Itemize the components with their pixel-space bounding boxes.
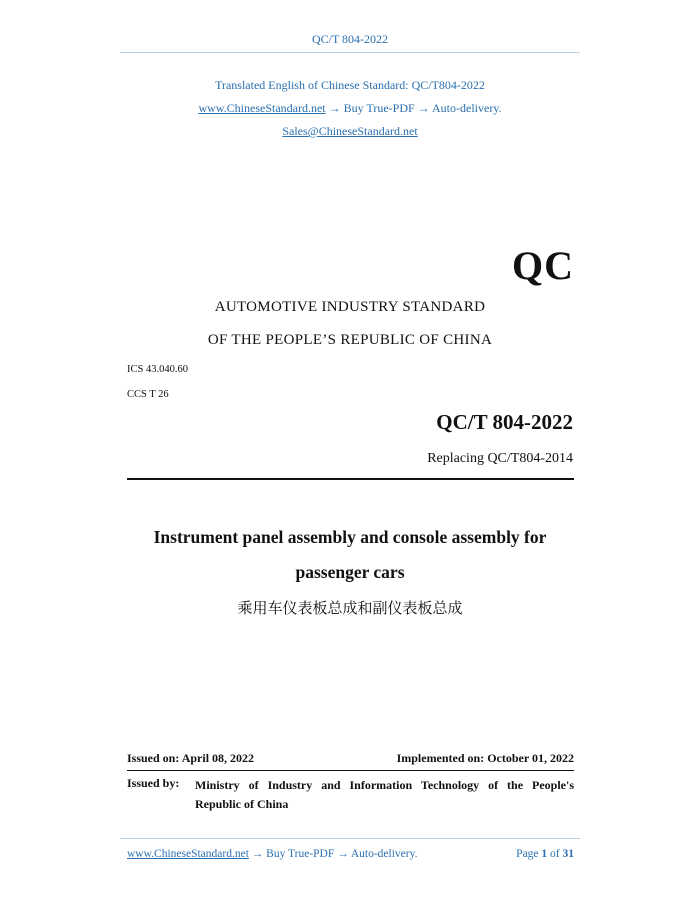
page-current: 1 <box>541 848 548 860</box>
standard-line-2: OF THE PEOPLE’S REPUBLIC OF CHINA <box>207 332 493 348</box>
dates-divider <box>127 770 574 771</box>
standard-code: QC/T 804-2022 <box>436 410 573 434</box>
page-footer <box>127 848 574 860</box>
standard-line-1: AUTOMOTIVE INDUSTRY STANDARD <box>214 299 486 315</box>
replacing-note: Replacing QC/T804-2014 <box>427 451 573 466</box>
footer-divider <box>120 838 580 839</box>
qc-logo: QC <box>512 243 574 288</box>
page-prefix: Page <box>516 848 542 860</box>
footer-website-link[interactable]: www.ChineseStandard.net <box>127 848 249 860</box>
implemented-date: Implemented on: October 01, 2022 <box>396 751 574 765</box>
page-of: of <box>547 848 563 860</box>
footer-purchase-text: → Buy True-PDF → Auto-delivery. <box>248 848 418 860</box>
page-header-title: QC/T 804-2022 <box>311 32 389 46</box>
website-link[interactable]: www.ChineseStandard.net <box>198 101 326 115</box>
dates-row <box>127 751 574 766</box>
document-title-line-1: Instrument panel assembly and console assembly for <box>153 527 547 547</box>
title-divider <box>127 478 574 480</box>
email-line <box>0 124 700 139</box>
page-total: 31 <box>562 848 574 860</box>
translation-note: Translated English of Chinese Standard: QC/T804-2022 <box>215 78 485 92</box>
issuer-name: Ministry of Industry and Information Technology of the People's Republic of China <box>195 778 574 811</box>
header-divider <box>120 52 580 53</box>
purchase-line <box>0 101 700 116</box>
ics-code: ICS 43.040.60 <box>127 364 188 375</box>
issuer-block <box>127 776 574 814</box>
issuer-label: Issued by: <box>127 776 180 790</box>
document-title-line-2: passenger cars <box>295 562 405 582</box>
page-number <box>516 848 574 860</box>
email-link[interactable]: Sales@ChineseStandard.net <box>282 124 418 138</box>
document-title-chinese: 乘用车仪表板总成和副仪表板总成 <box>237 599 463 617</box>
issued-date: Issued on: April 08, 2022 <box>127 751 255 765</box>
purchase-text: → Buy True-PDF → Auto-delivery. <box>325 101 502 115</box>
ccs-code: CCS T 26 <box>127 389 169 400</box>
